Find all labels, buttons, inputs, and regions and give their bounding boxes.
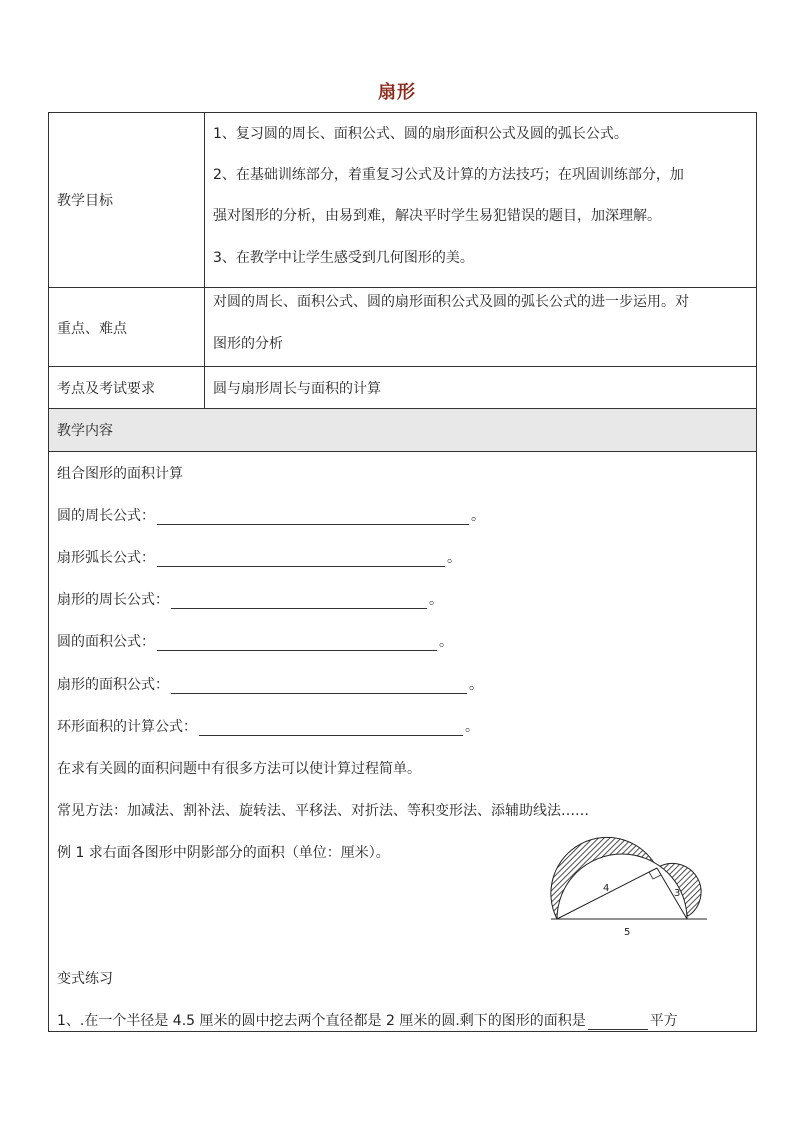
answer-blank[interactable] xyxy=(157,510,469,525)
goal-3: 3、在教学中让学生感受到几何图形的美。 xyxy=(213,250,474,266)
formula-arc-length xyxy=(57,546,461,567)
formula-end: 。 xyxy=(429,592,443,608)
goal-1: 1、复习圆的周长、面积公式、圆的扇形面积公式及圆的弧长公式。 xyxy=(213,126,628,142)
practice-heading: 变式练习 xyxy=(57,971,113,987)
formula-sector-perimeter xyxy=(57,588,443,609)
exam-content xyxy=(205,367,757,408)
methods-list: 常见方法：加减法、割补法、旋转法、平移法、对折法、等积变形法、添辅助线法…… xyxy=(57,803,589,819)
answer-blank[interactable] xyxy=(171,594,427,609)
label-keypoints: 重点、难点 xyxy=(49,288,205,366)
content-header xyxy=(49,409,757,451)
answer-blank[interactable] xyxy=(199,721,463,736)
formula-end: 。 xyxy=(469,677,483,693)
formula-label: 扇形的面积公式： xyxy=(57,677,169,693)
practice-1 xyxy=(57,1009,749,1030)
row-exam xyxy=(49,367,757,409)
formula-label: 扇形的周长公式： xyxy=(57,592,169,608)
keypoints-line-1: 对圆的周长、面积公式、圆的扇形面积公式及圆的弧长公式的进一步运用。对 xyxy=(213,294,689,310)
label-goals: 教学目标 xyxy=(49,113,205,287)
formula-end: 。 xyxy=(447,550,461,566)
formula-circle-area xyxy=(57,630,453,651)
label-5: 5 xyxy=(624,927,631,938)
content-body xyxy=(49,452,757,1031)
keypoints-content xyxy=(205,288,757,366)
semicircles-figure xyxy=(537,831,717,939)
method-note: 在求有关圆的面积问题中有很多方法可以使计算过程简单。 xyxy=(57,761,421,777)
answer-blank[interactable] xyxy=(171,679,467,694)
formula-label: 环形面积的计算公式： xyxy=(57,719,197,735)
label-4: 4 xyxy=(603,883,610,894)
row-keypoints xyxy=(49,288,757,367)
label-3: 3 xyxy=(674,888,681,899)
answer-blank[interactable] xyxy=(157,636,437,651)
formula-label: 扇形弧长公式： xyxy=(57,550,155,566)
content-heading: 组合图形的面积计算 xyxy=(57,466,183,482)
answer-blank[interactable] xyxy=(588,1015,648,1030)
row-goals xyxy=(49,113,757,288)
row-content xyxy=(49,452,757,1032)
formula-end: 。 xyxy=(471,508,485,524)
formula-label: 圆的面积公式： xyxy=(57,634,155,650)
practice-1-unit: 平方 xyxy=(649,1013,678,1029)
formula-sector-area xyxy=(57,673,483,694)
content-header-label: 教学内容 xyxy=(57,423,113,439)
example-1: 例 1 求右面各图形中阴影部分的面积（单位：厘米）。 xyxy=(57,845,390,861)
lesson-table xyxy=(48,112,757,1032)
formula-circle-circumference xyxy=(57,504,485,525)
goal-2: 2、在基础训练部分，着重复习公式及计算的方法技巧；在巩固训练部分，加 xyxy=(213,167,684,183)
practice-1-text: 1、.在一个半径是 4.5 厘米的圆中挖去两个直径都是 2 厘米的圆.剩下的图形的面积是 xyxy=(57,1013,586,1029)
row-content-header xyxy=(49,409,757,452)
formula-end: 。 xyxy=(439,634,453,650)
label-exam: 考点及考试要求 xyxy=(49,367,205,408)
exam-text: 圆与扇形周长与面积的计算 xyxy=(213,380,381,397)
formula-end: 。 xyxy=(465,719,479,735)
goals-content xyxy=(205,113,757,287)
keypoints-line-2: 图形的分析 xyxy=(213,336,283,352)
formula-label: 圆的周长公式： xyxy=(57,508,155,524)
goal-2-cont: 强对图形的分析，由易到难，解决平时学生易犯错误的题目，加深理解。 xyxy=(213,208,661,224)
formula-ring-area xyxy=(57,715,479,736)
answer-blank[interactable] xyxy=(157,552,445,567)
page-title: 扇形 xyxy=(378,82,416,103)
